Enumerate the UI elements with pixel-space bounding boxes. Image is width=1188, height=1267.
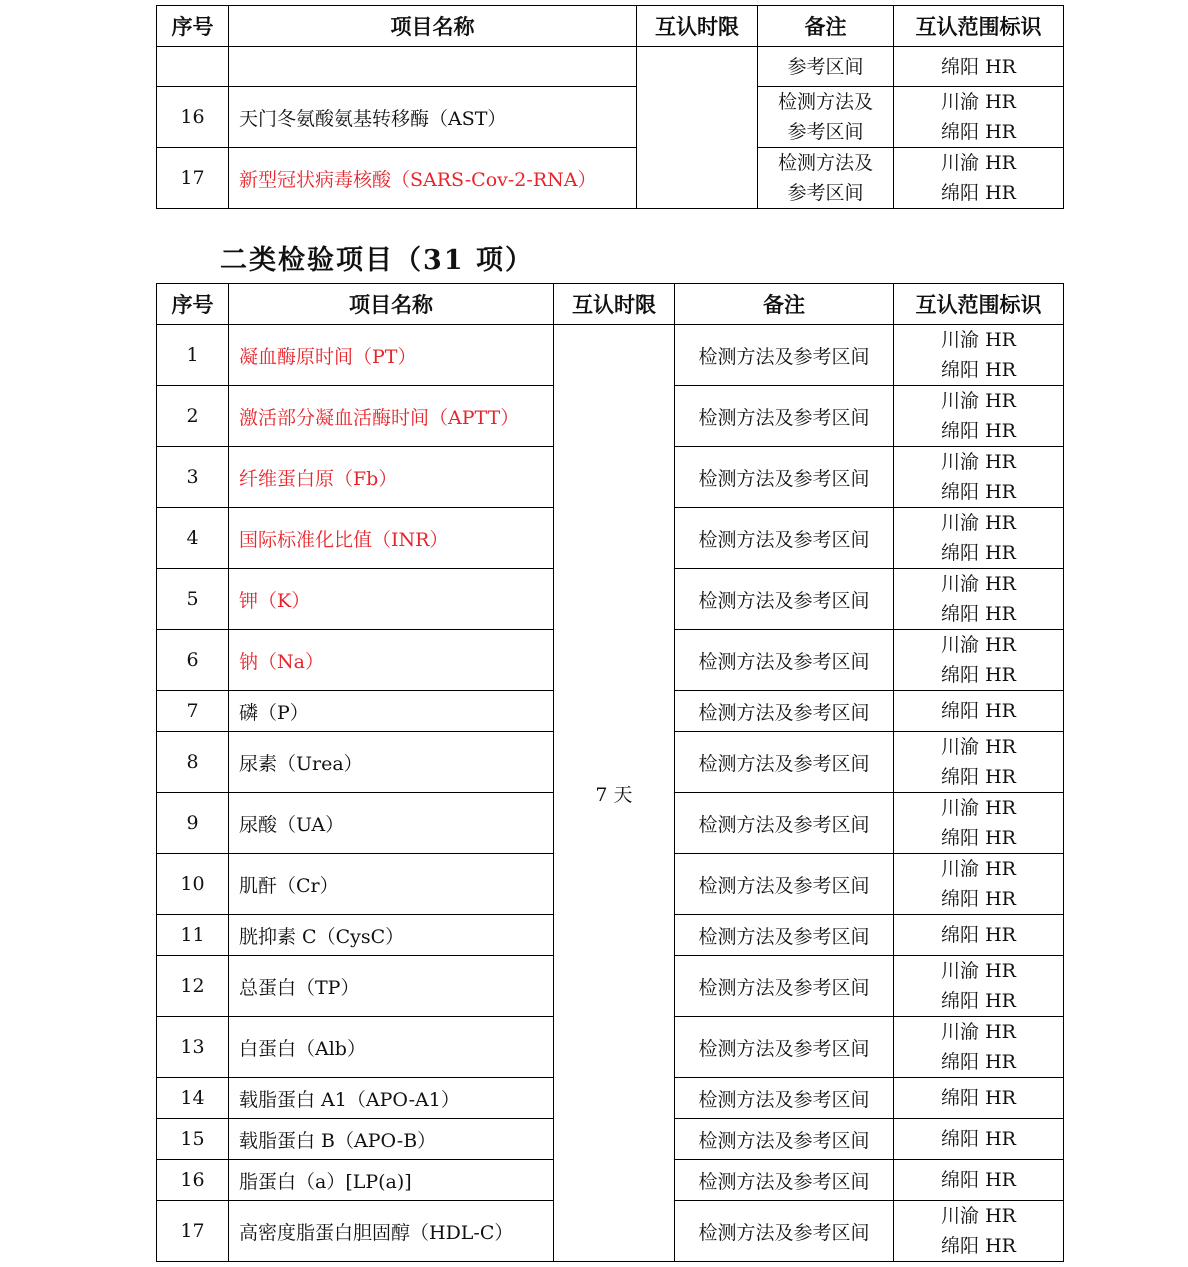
row-scope bbox=[894, 447, 1064, 508]
row-scope: 川渝 HR 绵阳 HR bbox=[894, 87, 1064, 148]
scope-line: 绵阳 HR bbox=[941, 1169, 1016, 1191]
row-note: 检测方法及参考区间 bbox=[675, 915, 894, 956]
scope-line: 川渝 HR bbox=[941, 451, 1016, 473]
row-no: 13 bbox=[157, 1017, 229, 1078]
row-scope bbox=[894, 793, 1064, 854]
row-no: 8 bbox=[157, 732, 229, 793]
row-no: 14 bbox=[157, 1078, 229, 1119]
row-note: 检测方法及参考区间 bbox=[675, 1160, 894, 1201]
row-name bbox=[229, 47, 637, 87]
period-cell: 7 天 bbox=[554, 325, 675, 1262]
row-name: 激活部分凝血活酶时间（APTT） bbox=[229, 386, 554, 447]
table-row bbox=[157, 47, 1064, 87]
scope-line: 绵阳 HR bbox=[941, 766, 1016, 788]
row-note: 检测方法及参考区间 bbox=[675, 447, 894, 508]
row-note: 检测方法及参考区间 bbox=[675, 630, 894, 691]
row-name: 载脂蛋白 A1（APO-A1） bbox=[229, 1078, 554, 1119]
row-no: 4 bbox=[157, 508, 229, 569]
scope-line: 川渝 HR bbox=[941, 1205, 1016, 1227]
row-name: 凝血酶原时间（PT） bbox=[229, 325, 554, 386]
row-scope bbox=[894, 1119, 1064, 1160]
row-scope bbox=[894, 1160, 1064, 1201]
row-note: 参考区间 bbox=[758, 47, 894, 87]
row-scope bbox=[894, 915, 1064, 956]
scope-line: 绵阳 HR bbox=[941, 700, 1016, 722]
header-name: 项目名称 bbox=[229, 6, 637, 47]
row-no: 17 bbox=[157, 1201, 229, 1262]
row-no: 1 bbox=[157, 325, 229, 386]
row-no: 6 bbox=[157, 630, 229, 691]
row-name: 磷（P） bbox=[229, 691, 554, 732]
row-scope bbox=[894, 508, 1064, 569]
row-note: 检测方法及参考区间 bbox=[675, 691, 894, 732]
table-header-row bbox=[157, 284, 1064, 325]
row-scope bbox=[894, 691, 1064, 732]
row-name: 钠（Na） bbox=[229, 630, 554, 691]
row-scope bbox=[894, 1078, 1064, 1119]
scope-line: 川渝 HR bbox=[941, 960, 1016, 982]
row-name: 纤维蛋白原（Fb） bbox=[229, 447, 554, 508]
section-title: 二类检验项目（31 项） bbox=[220, 245, 534, 276]
row-name: 尿素（Urea） bbox=[229, 732, 554, 793]
row-no: 15 bbox=[157, 1119, 229, 1160]
row-scope bbox=[894, 386, 1064, 447]
scope-line: 绵阳 HR bbox=[941, 924, 1016, 946]
row-note: 检测方法及参考区间 bbox=[675, 732, 894, 793]
row-name: 胱抑素 C（CysC） bbox=[229, 915, 554, 956]
row-no: 5 bbox=[157, 569, 229, 630]
row-no: 17 bbox=[157, 148, 229, 209]
header-note: 备注 bbox=[758, 6, 894, 47]
scope-line: 绵阳 HR bbox=[941, 1128, 1016, 1150]
scope-line: 绵阳 HR bbox=[941, 420, 1016, 442]
row-scope: 绵阳 HR bbox=[894, 47, 1064, 87]
scope-line: 川渝 HR bbox=[941, 512, 1016, 534]
scope-line: 川渝 HR bbox=[941, 797, 1016, 819]
row-name: 总蛋白（TP） bbox=[229, 956, 554, 1017]
scope-line: 绵阳 HR bbox=[941, 481, 1016, 503]
row-note: 检测方法及参考区间 bbox=[675, 1119, 894, 1160]
row-scope bbox=[894, 956, 1064, 1017]
row-no: 2 bbox=[157, 386, 229, 447]
scope-line: 绵阳 HR bbox=[941, 542, 1016, 564]
row-name: 白蛋白（Alb） bbox=[229, 1017, 554, 1078]
scope-line: 绵阳 HR bbox=[941, 664, 1016, 686]
scope-line: 川渝 HR bbox=[941, 858, 1016, 880]
row-no: 3 bbox=[157, 447, 229, 508]
row-note: 检测方法及参考区间 bbox=[675, 508, 894, 569]
row-no: 10 bbox=[157, 854, 229, 915]
scope-line: 绵阳 HR bbox=[941, 603, 1016, 625]
row-note: 检测方法及 参考区间 bbox=[758, 87, 894, 148]
row-note: 检测方法及参考区间 bbox=[675, 956, 894, 1017]
row-no: 11 bbox=[157, 915, 229, 956]
row-note: 检测方法及参考区间 bbox=[675, 1017, 894, 1078]
row-scope: 川渝 HR 绵阳 HR bbox=[894, 148, 1064, 209]
header-period: 互认时限 bbox=[637, 6, 758, 47]
table-row bbox=[157, 325, 1064, 386]
row-no: 16 bbox=[157, 1160, 229, 1201]
table-header-row bbox=[157, 6, 1064, 47]
row-name: 尿酸（UA） bbox=[229, 793, 554, 854]
row-note: 检测方法及参考区间 bbox=[675, 386, 894, 447]
row-no: 12 bbox=[157, 956, 229, 1017]
row-scope bbox=[894, 569, 1064, 630]
row-note: 检测方法及参考区间 bbox=[675, 793, 894, 854]
header-name: 项目名称 bbox=[229, 284, 554, 325]
row-name: 高密度脂蛋白胆固醇（HDL-C） bbox=[229, 1201, 554, 1262]
scope-line: 川渝 HR bbox=[941, 634, 1016, 656]
row-no: 9 bbox=[157, 793, 229, 854]
scope-line: 绵阳 HR bbox=[941, 359, 1016, 381]
row-note: 检测方法及参考区间 bbox=[675, 325, 894, 386]
scope-line: 绵阳 HR bbox=[941, 827, 1016, 849]
row-name: 新型冠状病毒核酸（SARS-Cov-2-RNA） bbox=[229, 148, 637, 209]
header-scope: 互认范围标识 bbox=[894, 284, 1064, 325]
row-name: 肌酐（Cr） bbox=[229, 854, 554, 915]
scope-line: 川渝 HR bbox=[941, 329, 1016, 351]
scope-line: 绵阳 HR bbox=[941, 990, 1016, 1012]
row-scope bbox=[894, 732, 1064, 793]
row-note: 检测方法及参考区间 bbox=[675, 854, 894, 915]
header-period: 互认时限 bbox=[554, 284, 675, 325]
row-no bbox=[157, 47, 229, 87]
row-no: 16 bbox=[157, 87, 229, 148]
scope-line: 川渝 HR bbox=[941, 573, 1016, 595]
row-name: 脂蛋白（a）[LP(a)] bbox=[229, 1160, 554, 1201]
scope-line: 绵阳 HR bbox=[941, 1087, 1016, 1109]
row-name: 国际标准化比值（INR） bbox=[229, 508, 554, 569]
table-class-one-continued bbox=[156, 5, 1064, 209]
row-scope bbox=[894, 325, 1064, 386]
scope-line: 川渝 HR bbox=[941, 736, 1016, 758]
table-row bbox=[157, 87, 1064, 148]
row-note: 检测方法及参考区间 bbox=[675, 1201, 894, 1262]
header-scope: 互认范围标识 bbox=[894, 6, 1064, 47]
row-name: 天门冬氨酸氨基转移酶（AST） bbox=[229, 87, 637, 148]
row-name: 钾（K） bbox=[229, 569, 554, 630]
header-no: 序号 bbox=[157, 6, 229, 47]
period-cell bbox=[637, 47, 758, 209]
row-scope bbox=[894, 1201, 1064, 1262]
row-scope bbox=[894, 630, 1064, 691]
row-note: 检测方法及 参考区间 bbox=[758, 148, 894, 209]
header-note: 备注 bbox=[675, 284, 894, 325]
row-scope bbox=[894, 1017, 1064, 1078]
scope-line: 绵阳 HR bbox=[941, 1235, 1016, 1257]
scope-line: 川渝 HR bbox=[941, 1021, 1016, 1043]
row-note: 检测方法及参考区间 bbox=[675, 1078, 894, 1119]
scope-line: 川渝 HR bbox=[941, 390, 1016, 412]
table-class-two bbox=[156, 283, 1064, 1262]
scope-line: 绵阳 HR bbox=[941, 888, 1016, 910]
table-row bbox=[157, 148, 1064, 209]
row-scope bbox=[894, 854, 1064, 915]
scope-line: 绵阳 HR bbox=[941, 1051, 1016, 1073]
row-no: 7 bbox=[157, 691, 229, 732]
row-name: 载脂蛋白 B（APO-B） bbox=[229, 1119, 554, 1160]
row-note: 检测方法及参考区间 bbox=[675, 569, 894, 630]
header-no: 序号 bbox=[157, 284, 229, 325]
